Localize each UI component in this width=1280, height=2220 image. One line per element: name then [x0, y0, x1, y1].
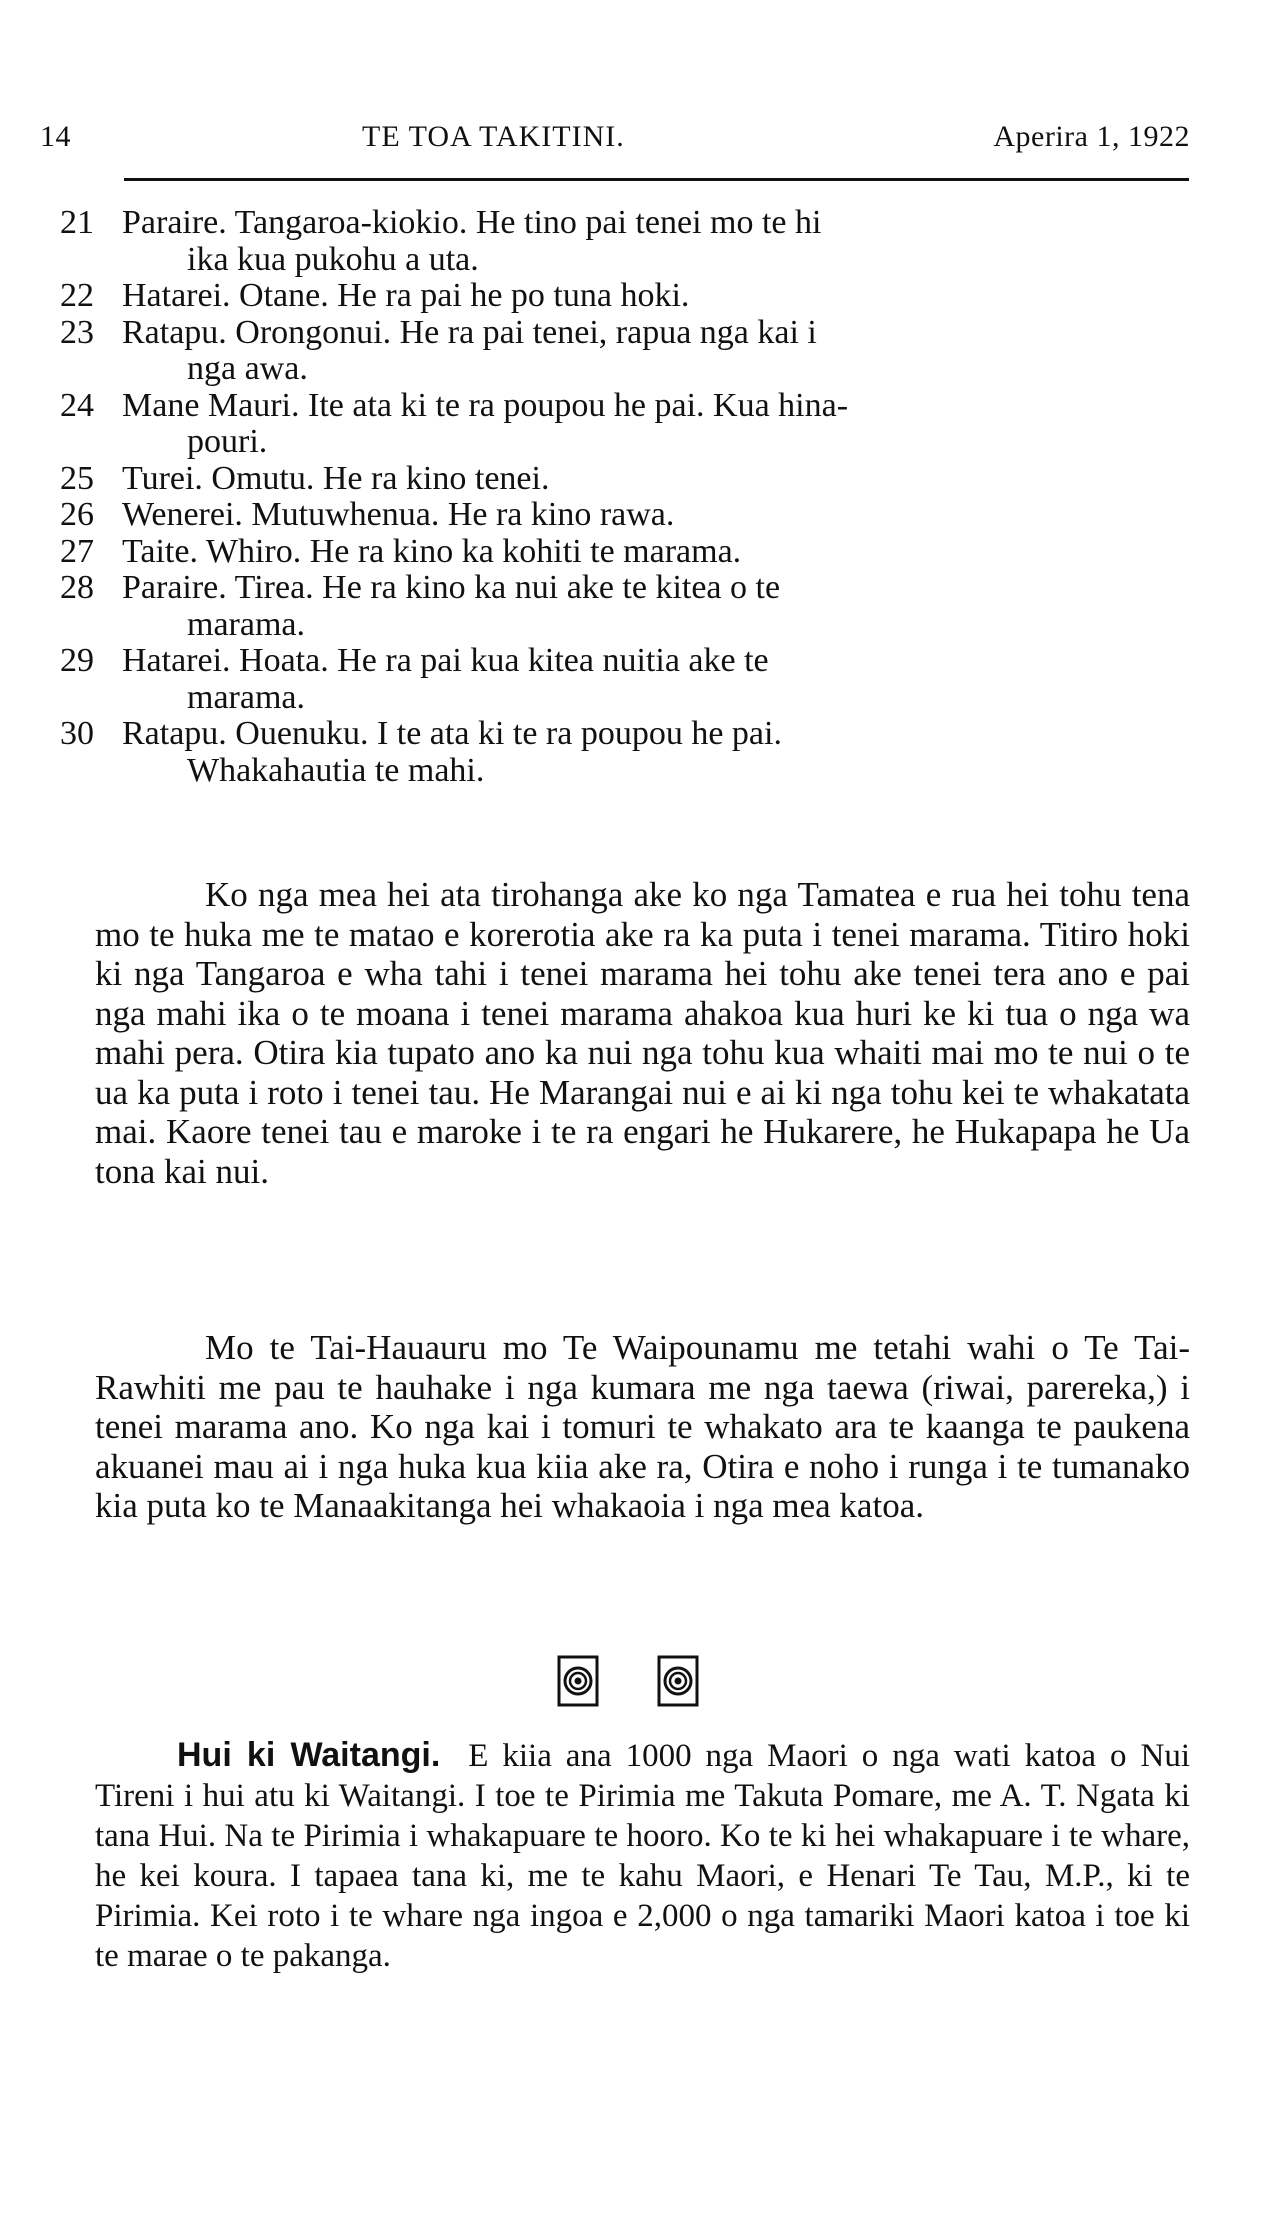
entry-text: Mane Mauri. Ite ata ki te ra poupou he pai. Kua hina- [122, 386, 849, 424]
calendar-entry [60, 461, 1200, 498]
calendar-entry [60, 205, 1200, 278]
entry-continuation: marama. [187, 605, 305, 643]
calendar-entry [60, 534, 1200, 571]
entry-text: Turei. Omutu. He ra kino tenei. [122, 459, 550, 497]
issue-date: Aperira 1, 1922 [993, 120, 1190, 153]
news-item [95, 1735, 1190, 1976]
entry-day-number: 24 [60, 386, 94, 424]
calendar-entry [60, 497, 1200, 534]
entry-day-number: 25 [60, 459, 94, 497]
entry-day-number: 28 [60, 569, 94, 606]
body-paragraph: Ko nga mea hei ata tirohanga ake ko nga Tamatea e rua hei tohu tena mo te huka me te matao e korerotia ake ra ka puta i tenei marama. Titiro hoki ki nga Tangaroa e wha tahi i tenei marama hei tohu ake tenei tera ano e pai nga mahi ika o te moana i tenei marama ahakoa kua huri ke ki tua o nga wa mahi pera. Otira kia tupato ano ka nui nga tohu kua whaiti mai mo te nui o te ua ka puta i roto i tenei tau. He Marangai nui e ai ki nga tohu kei te whakatata mai. Kaore tenei tau e maroke i te ra engari he Hukarere, he Hukapapa he Ua tona kai nui. [95, 875, 1190, 1191]
entry-day-number: 22 [60, 277, 94, 314]
entry-day-number: 23 [60, 313, 94, 351]
entry-day-number: 21 [60, 204, 94, 241]
calendar-entry [60, 388, 1200, 461]
entry-text: Ratapu. Ouenuku. I te ata ki te ra poupou he pai. [122, 715, 782, 752]
spiral-ornament-icon [657, 1655, 699, 1707]
entry-continuation: ika kua pukohu a uta. [187, 240, 479, 278]
entry-text: Paraire. Tirea. He ra kino ka nui ake te kitea o te [122, 569, 781, 606]
calendar-entry [60, 315, 1200, 388]
entry-text: Hatarei. Otane. He ra pai he po tuna hoki. [122, 277, 690, 314]
entry-continuation: nga awa. [187, 350, 308, 387]
page-header [40, 120, 1190, 170]
body-paragraph: Mo te Tai-Hauauru mo Te Waipounamu me tetahi wahi o Te Tai-Rawhiti me pau te hauhake i nga kumara me nga taewa (riwai, parereka,) i tenei marama ano. Ko nga kai i tomuri te whakato ara te kaanga te paukena akuanei mau ai i nga huka kua kiia ake ra, Otira e noho i runga i te tumanako kia puta ko te Manaakitanga hei whakaoia i nga mea katoa. [95, 1328, 1190, 1525]
entry-day-number: 26 [60, 496, 94, 533]
entry-text: Paraire. Tangaroa-kiokio. He tino pai tenei mo te hi [122, 204, 822, 241]
entry-day-number: 30 [60, 715, 94, 752]
news-heading: Hui ki Waitangi. [177, 1736, 441, 1774]
header-rule [124, 178, 1189, 181]
entry-day-number: 29 [60, 642, 94, 679]
calendar-entry [60, 278, 1200, 315]
entry-text: Taite. Whiro. He ra kino ka kohiti te marama. [122, 532, 742, 570]
lunar-calendar-list [60, 205, 1200, 789]
section-ornaments [557, 1655, 717, 1711]
entry-text: Hatarei. Hoata. He ra pai kua kitea nuitia ake te [122, 642, 769, 679]
calendar-entry [60, 716, 1200, 789]
entry-continuation: pouri. [187, 423, 268, 460]
news-body: E kiia ana 1000 nga Maori o nga wati katoa o Nui Tireni i hui atu ki Waitangi. I toe te Pirimia me Takuta Pomare, me A. T. Ngata ki tana Hui. Na te Pirimia i whakapuare te hooro. Ko te ki hei whakapuare i te whare, he kei koura. I tapaea tana ki, me te kahu Maori, e Henari Te Tau, M.P., ki te Pirimia. Kei roto i te whare nga ingoa e 2,000 o nga tamariki Maori katoa i toe ki te marae o te pakanga. [95, 1738, 1190, 1974]
page-number: 14 [40, 120, 71, 153]
entry-continuation: marama. [187, 678, 305, 716]
entry-day-number: 27 [60, 532, 94, 570]
spiral-ornament-icon [557, 1655, 599, 1707]
publication-title: TE TOA TAKITINI. [362, 120, 625, 153]
entry-text: Wenerei. Mutuwhenua. He ra kino rawa. [122, 496, 675, 533]
calendar-entry [60, 570, 1200, 643]
calendar-entry [60, 643, 1200, 716]
entry-text: Ratapu. Orongonui. He ra pai tenei, rapua nga kai i [122, 313, 817, 351]
entry-continuation: Whakahautia te mahi. [187, 751, 485, 789]
